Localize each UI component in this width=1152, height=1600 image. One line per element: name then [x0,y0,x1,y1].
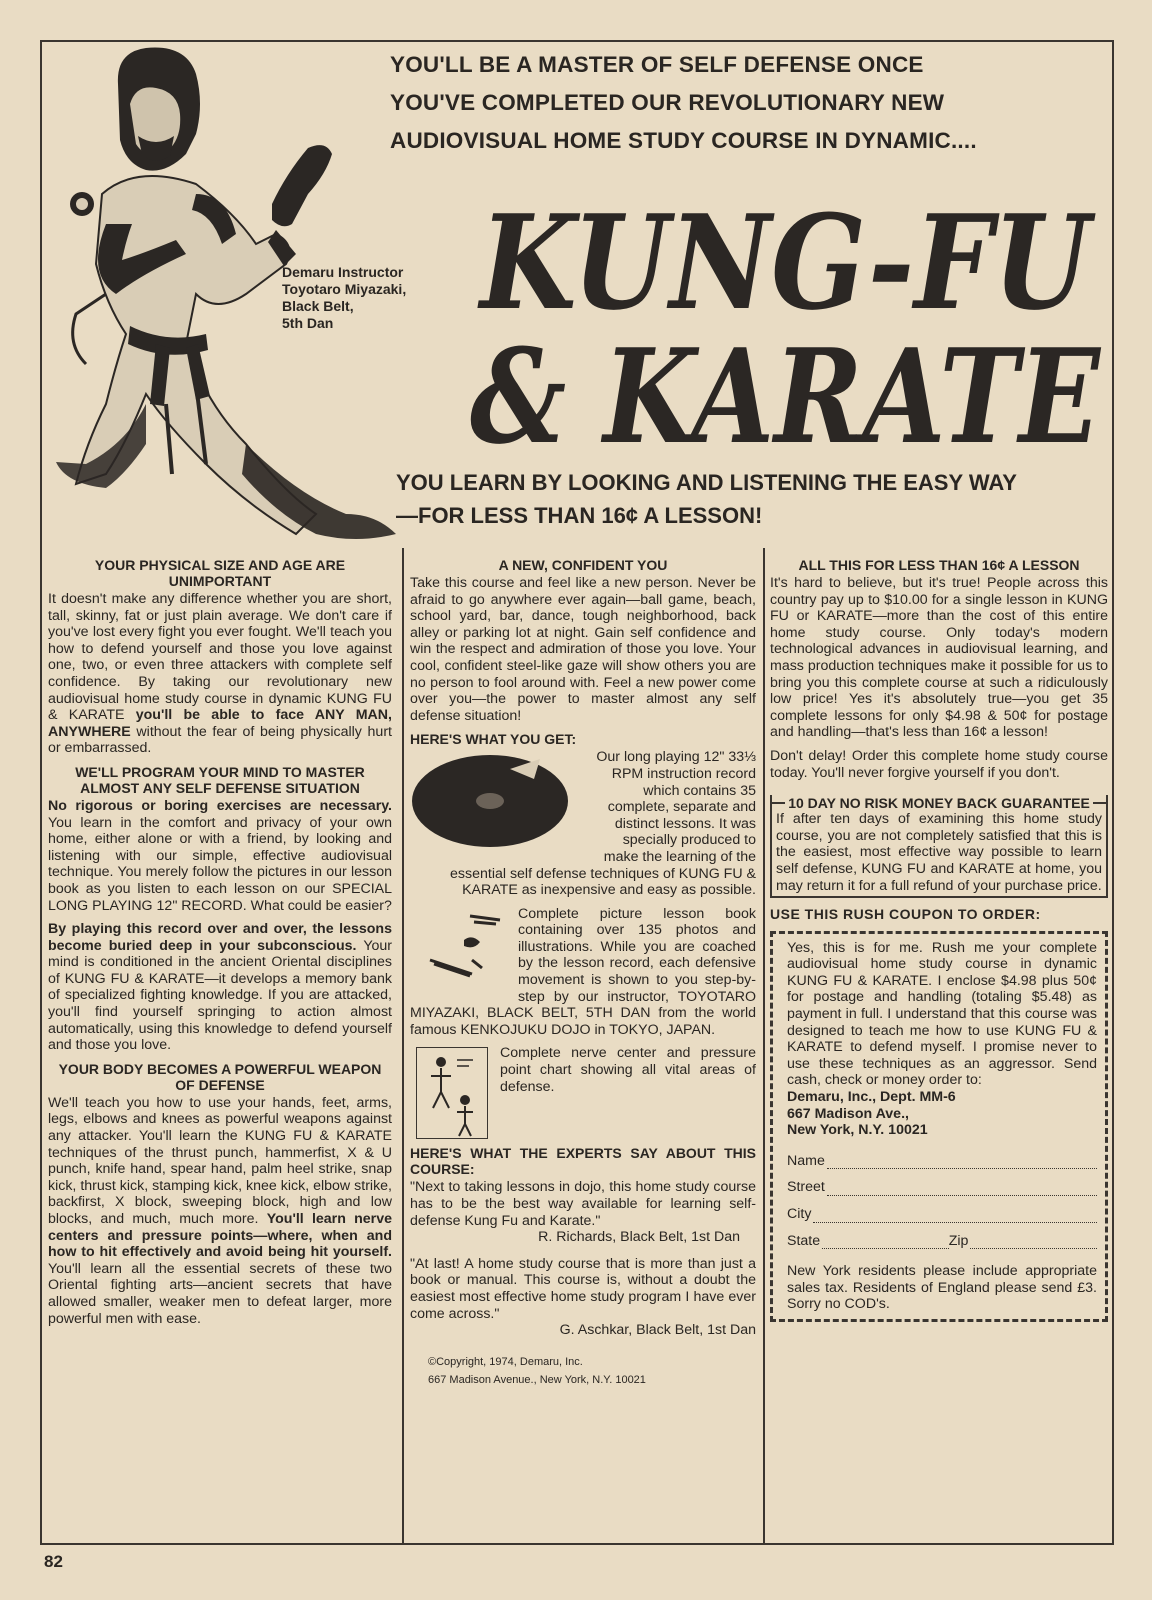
sub-headline-line: —FOR LESS THAN 16¢ A LESSON! [396,503,763,528]
guarantee-text: If after ten days of examining this home study course, you are not completely satisfied that this is the easiest, most effective way possible to learn self defense, KUNG FU and KARATE at home, you may return it for a full refund of your purchase price. [776,811,1102,894]
section-heading: YOUR PHYSICAL SIZE AND AGE ARE UNIMPORTANT [94,557,346,589]
paragraph: Complete nerve center and pressure point chart showing all vital areas of defense. [500,1045,756,1095]
lesson-book-icon [420,910,512,1000]
text: It doesn't make any difference whether you are short, tall, skinny, fat or just plain average. We don't care if you've lost every fight you ever fought. We'll teach you how to defend yourself and those you love against one, two, or even three attackers with complete self confidence. By taking our revolutionary new audiovisual home study course in dynamic KUNG FU & KARATE [48,591,392,724]
field-line[interactable] [827,1156,1097,1169]
paragraph: Our long playing 12" 33⅓ RPM instruction record which contains 35 complete, separate and distinct lessons. It was specially produced to make the learning of the essential self defense techniques of KUNG FU & KARATE as inexpensive and easy as possible. [450,749,756,899]
emphasis-text: By playing this record over and over, the lessons become buried deep in your subconscious. [48,921,392,954]
paragraph: It's hard to believe, but it's true! People across this country pay up to $10.00 for a single lesson in KUNG FU or KARATE—more than the cost of this entire home study course. Only today's modern technological advances in audiovisual learning, and mass production techniques make it possible for us to bring you this complete course at such a ridiculously low price! Yes it's absolutely true—you get 35 complete lessons for only $4.98 & 50¢ for postage and handling—that's less than 16¢ a lesson! [770,575,1108,741]
column-middle [410,553,756,1543]
guarantee-title [772,795,1106,811]
address-line: Demaru, Inc., Dept. MM-6 [787,1089,956,1106]
copyright [410,1353,756,1389]
caption-line: Black Belt, [282,298,354,314]
field-label: City [787,1206,812,1222]
photo-caption [282,264,406,332]
emphasis-text: No rigorous or boring exercises are necessary. [48,797,392,814]
order-coupon[interactable] [770,931,1108,1322]
address-line: New York, N.Y. 10021 [787,1122,928,1139]
caption-line: 5th Dan [282,315,334,331]
field-line[interactable] [827,1183,1097,1196]
coupon-note: New York residents please include appropriate sales tax. Residents of England please send £3. Sorry no COD's. [787,1263,1097,1313]
guarantee-box [770,795,1108,898]
field-label: State [787,1232,821,1249]
text: We'll teach you how to use your hands, feet, arms, legs, elbows and knees as powerful weapons against any attacker. You'll learn the KUNG FU & KARATE techniques of the thrust punch, hammerfist, X & U punch, knife hand, spear hand, palm heel strike, snap kick, thrust kick, stamping kick, knee kick, elbow strike, backfirst, X block, sweeping block, high and low blocks, and much, much more. [48,1094,392,1227]
paragraph [48,921,392,1054]
divider [772,802,785,804]
state-zip-field[interactable] [787,1233,1097,1250]
paragraph [48,798,392,914]
caption-line: Demaru Instructor [282,264,404,280]
column-left [48,553,392,1541]
paragraph [48,591,392,757]
kung-fu-karate-title [460,186,1110,473]
paragraph: Don't delay! Order this complete home study course today. You'll never forgive yourself if you don't. [770,747,1108,781]
field-label: Zip [948,1232,969,1249]
copyright-address: 667 Madison Avenue., New York, N.Y. 10021 [428,1373,646,1386]
field-label: Name [787,1152,825,1169]
field-line[interactable] [822,1236,949,1249]
paragraph: Take this course and feel like a new person. Never be afraid to go anywhere ever again—ball game, beach, school yard, bar, dance, tough neighborhood, back alley or parking lot at night. Gain self confidence and win the respect and admiration of those you love. Your cool, confident steel-like gaze will show others you are no person to fool around with. Feel a new power come over you—the power to master almost any self defense situation! [410,575,756,724]
paragraph [48,1095,392,1327]
section-heading: HERE'S WHAT THE EXPERTS SAY ABOUT THIS COURSE: [410,1145,756,1178]
copyright-text: ©Copyright, 1974, Demaru, Inc. [428,1355,583,1368]
testimonial-author: R. Richards, Black Belt, 1st Dan [538,1229,740,1246]
divider [1093,802,1106,804]
text: You learn in the comfort and privacy of your own home, either alone or with a friend, by looking and listening with our simple, effective audiovisual technique. You merely follow the pictures in our lesson book as you listen to each lesson on our SPECIAL LONG PLAYING 12" RECORD. What could be easier? [48,814,392,914]
emphasis-text: You'll learn nerve centers and pressure points—where, when and how to hit effectively and avoid being hit yourself. [48,1211,392,1261]
text: without the fear of being physically hurt or embarrassed. [48,723,392,757]
column-divider [763,548,765,1543]
title-line-1: KUNG-FU [476,186,1096,339]
page-number: 82 [44,1552,63,1571]
mailing-address [787,1089,1097,1139]
headline-line: YOU'LL BE A MASTER OF SELF DEFENSE ONCE [390,52,924,77]
street-field[interactable] [787,1179,1097,1196]
text: Your mind is conditioned in the ancient Oriental disciplines of KUNG FU & KARATE—it develops a memory bank of specialized fighting knowledge. If you are attacked, you'll find yourself springing to action almost automatically, using this knowledge to defend yourself and those you love. [48,937,392,1054]
testimonial: "Next to taking lessons in dojo, this home study course has to be the best way available for learning self-defense Kung Fu and Karate." [410,1179,756,1229]
title-line-2: & KARATE [470,320,1102,473]
section-heading: YOUR BODY BECOMES A POWERFUL WEAPON OF DEFENSE [58,1060,382,1093]
headline-line: AUDIOVISUAL HOME STUDY COURSE IN DYNAMIC.... [390,128,977,153]
sub-headline [396,466,1112,532]
caption-line: Toyotaro Miyazaki, [282,281,407,297]
coupon-title: USE THIS RUSH COUPON TO ORDER: [770,906,1041,923]
guarantee-title-text: 10 DAY NO RISK MONEY BACK GUARANTEE [788,795,1090,812]
section-heading: ALL THIS FOR LESS THAN 16¢ A LESSON [798,557,1080,573]
city-field[interactable] [787,1206,1097,1223]
field-label: Street [787,1179,825,1196]
name-field[interactable] [787,1153,1097,1170]
address-line: 667 Madison Ave., [787,1105,909,1122]
record-icon [410,749,578,851]
text: You'll learn all the essential secrets of these two Oriental fighting arts—ancient secrets that have allowed smaller, weaker men to defeat larger, more powerful men with ease. [48,1260,392,1327]
field-line[interactable] [813,1210,1097,1223]
headline [390,46,1110,160]
paragraph: Complete picture lesson book containing over 135 photos and illustrations. While you are coached by the lesson record, each defensive movement is shown to you step-by-step by our instructor, TOYOTARO MIYAZAKI, BLACK BELT, 5TH DAN from the world famous KENKOJUKU DOJO in TOKYO, JAPAN. [410,905,756,1038]
sub-headline-line: YOU LEARN BY LOOKING AND LISTENING THE EASY WAY [396,470,1017,495]
section-heading: HERE'S WHAT YOU GET: [410,731,577,748]
pressure-point-chart-icon [416,1047,488,1139]
column-right [770,553,1108,1541]
emphasis-text: you'll be able to face ANY MAN, ANYWHERE [48,707,392,740]
column-divider [402,548,404,1543]
testimonial: "At last! A home study course that is more than just a book or manual. This course is, without a doubt the easiest most effective home study program I have ever come across." [410,1255,756,1322]
testimonial-author: G. Aschkar, Black Belt, 1st Dan [559,1322,756,1339]
field-line[interactable] [970,1236,1097,1249]
section-heading: WE'LL PROGRAM YOUR MIND TO MASTER ALMOST ANY SELF DEFENSE SITUATION [75,763,365,796]
section-heading: A NEW, CONFIDENT YOU [498,557,668,573]
headline-line: YOU'VE COMPLETED OUR REVOLUTIONARY NEW [390,90,945,115]
coupon-text: Yes, this is for me. Rush me your complete audiovisual home study course in dynamic KUNG FU & KARATE. I enclose $4.98 plus 50¢ for postage and handling (totaling $5.48) as payment in full. I understand that this course was designed to teach me how to use KUNG FU & KARATE to defend myself. I promise never to use these techniques as an aggressor. Send cash, check or money order to: [787,939,1097,1089]
